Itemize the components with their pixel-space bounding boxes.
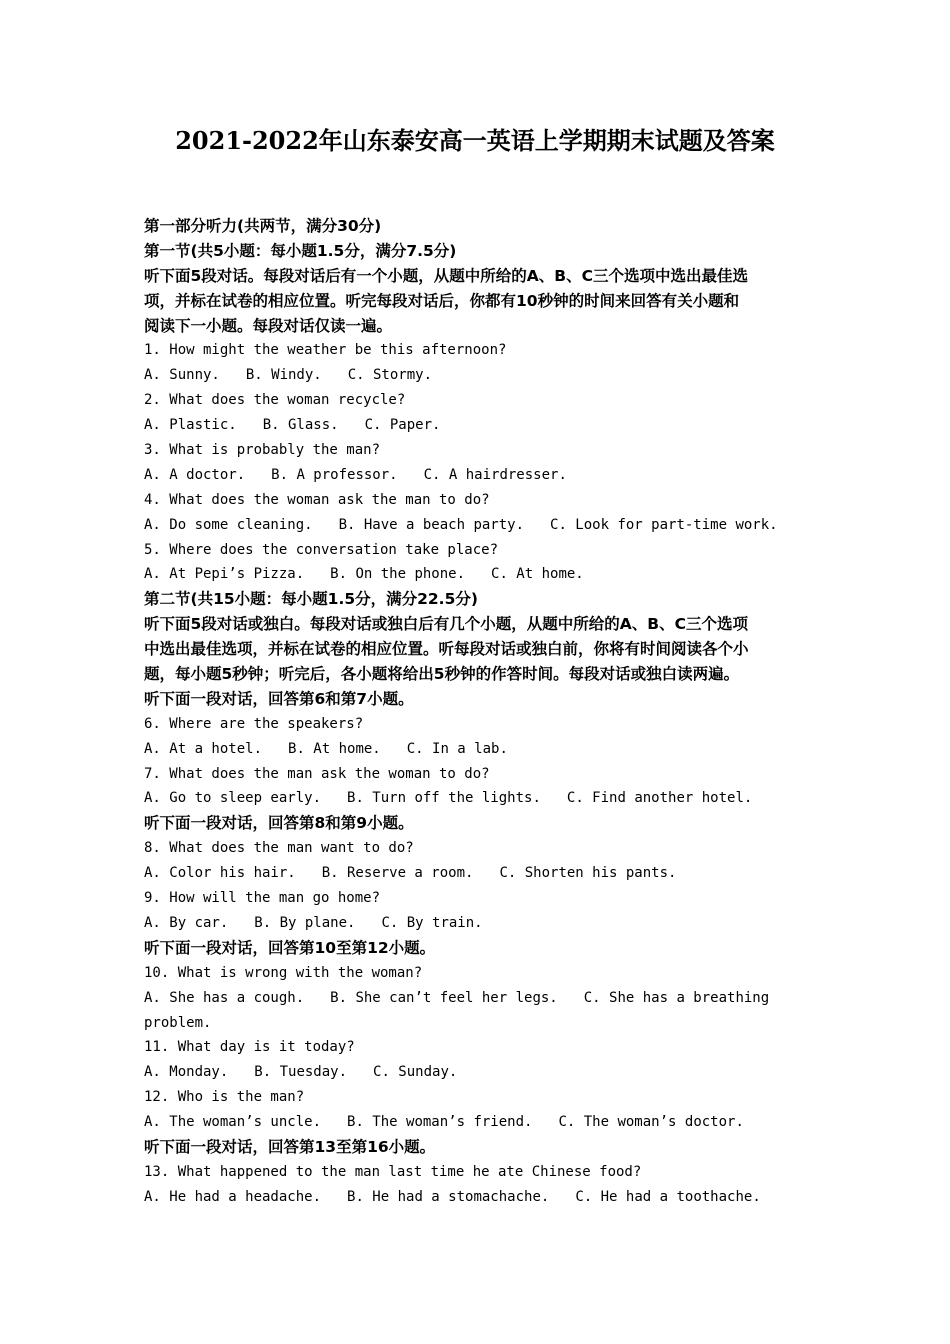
option: B. He had a stomachache. <box>347 1188 550 1205</box>
option: A. Plastic. <box>144 417 237 434</box>
option: B. The woman’s friend. <box>347 1114 533 1131</box>
option: C. She has a breathing <box>583 989 770 1006</box>
question-text: 8. What does the man want to do? <box>144 840 414 857</box>
question-text: 3. What is probably the man? <box>144 442 381 459</box>
option: B. On the phone. <box>330 566 466 583</box>
option: C. Look for part-time work. <box>550 516 778 533</box>
options-row <box>144 861 814 886</box>
question-text: 9. How will the man go home? <box>144 890 381 907</box>
option: C. By train. <box>381 914 483 931</box>
instruction-line: 中选出最佳选项，并标在试卷的相应位置。听每段对话或独白前，你将有时间阅读各个小 <box>144 640 749 659</box>
section-heading: 第一节(共5小题：每小题1.5分，满分7.5分) <box>144 241 457 260</box>
option: A. By car. <box>144 914 229 931</box>
option: C. In a lab. <box>406 740 508 757</box>
option: B. Turn off the lights. <box>347 790 541 807</box>
option: A. At a hotel. <box>144 740 263 757</box>
options-row <box>144 562 814 587</box>
option: C. He had a toothache. <box>575 1188 761 1205</box>
option: A. Sunny. <box>144 367 220 384</box>
question-text: 5. Where does the conversation take place? <box>144 541 499 558</box>
option: C. At home. <box>491 566 584 583</box>
option: C. Find another hotel. <box>566 790 753 807</box>
option: A. Go to sleep early. <box>144 790 322 807</box>
question-text: 4. What does the woman ask the man to do? <box>144 491 490 508</box>
document-body <box>144 214 814 1210</box>
option: C. Sunday. <box>373 1064 458 1081</box>
option: B. She can’t feel her legs. <box>330 989 558 1006</box>
options-row <box>144 1060 814 1085</box>
question-text: 12. Who is the man? <box>144 1089 305 1106</box>
option: B. By plane. <box>254 914 356 931</box>
option: C. A hairdresser. <box>423 466 567 483</box>
question-text: 10. What is wrong with the woman? <box>144 964 423 981</box>
option: B. Have a beach party. <box>338 516 525 533</box>
option: A. Monday. <box>144 1064 229 1081</box>
instruction-line: 听下面5段对话或独白。每段对话或独白后有几个小题，从题中所给的A、B、C三个选项 <box>144 615 748 634</box>
option: B. Tuesday. <box>254 1064 348 1081</box>
group-heading: 听下面一段对话，回答第13至第16小题。 <box>144 1137 436 1156</box>
option: C. Stormy. <box>347 367 433 384</box>
option: A. Do some cleaning. <box>144 516 313 533</box>
option: C. Shorten his pants. <box>499 865 677 882</box>
question-text: 7. What does the man ask the woman to do? <box>144 765 490 782</box>
option: B. Windy. <box>245 367 322 384</box>
instruction-line: 阅读下一小题。每段对话仅读一遍。 <box>144 316 393 335</box>
options-row <box>144 1185 814 1210</box>
group-heading: 听下面一段对话，回答第8和第9小题。 <box>144 814 414 833</box>
options-row <box>144 513 814 538</box>
options-row <box>144 463 814 488</box>
option: A. She has a cough. <box>144 989 305 1006</box>
option: B. At home. <box>288 740 381 757</box>
options-row <box>144 363 814 388</box>
options-row <box>144 413 814 438</box>
question-text: 2. What does the woman recycle? <box>144 392 406 409</box>
group-heading: 听下面一段对话，回答第6和第7小题。 <box>144 689 414 708</box>
question-text: 6. Where are the speakers? <box>144 715 364 732</box>
question-text: 1. How might the weather be this afternoon? <box>144 342 507 359</box>
option: A. Color his hair. <box>144 865 296 882</box>
option: B. A professor. <box>271 466 398 483</box>
question-text: 11. What day is it today? <box>144 1039 355 1056</box>
option: A. A doctor. <box>144 466 246 483</box>
options-row <box>144 1110 814 1135</box>
options-row <box>144 911 814 936</box>
instruction-line: 题，每小题5秒钟；听完后，各小题将给出5秒钟的作答时间。每段对话或独白读两遍。 <box>144 665 740 684</box>
instruction-line: 听下面5段对话。每段对话后有一个小题，从题中所给的A、B、C三个选项中选出最佳选 <box>144 266 748 285</box>
option: C. Paper. <box>364 417 441 434</box>
instruction-line: 项，并标在试卷的相应位置。听完每段对话后，你都有10秒钟的时间来回答有关小题和 <box>144 291 740 310</box>
document-title: 2021-2022年山东泰安高一英语上学期期末试题及答案 <box>175 126 775 155</box>
options-row <box>144 986 814 1011</box>
option-continuation: problem. <box>144 1014 212 1031</box>
options-row <box>144 786 814 811</box>
option: A. At Pepi’s Pizza. <box>144 566 305 583</box>
option: A. He had a headache. <box>144 1188 322 1205</box>
option: C. The woman’s doctor. <box>558 1114 744 1131</box>
part-heading: 第一部分听力(共两节，满分30分) <box>144 217 382 235</box>
question-text: 13. What happened to the man last time he ate Chinese food? <box>144 1163 642 1180</box>
options-row <box>144 737 814 762</box>
section-heading: 第二节(共15小题：每小题1.5分，满分22.5分) <box>144 590 478 609</box>
group-heading: 听下面一段对话，回答第10至第12小题。 <box>144 938 436 957</box>
option: B. Glass. <box>262 417 339 434</box>
option: B. Reserve a room. <box>321 865 474 882</box>
option: A. The woman’s uncle. <box>144 1114 322 1131</box>
